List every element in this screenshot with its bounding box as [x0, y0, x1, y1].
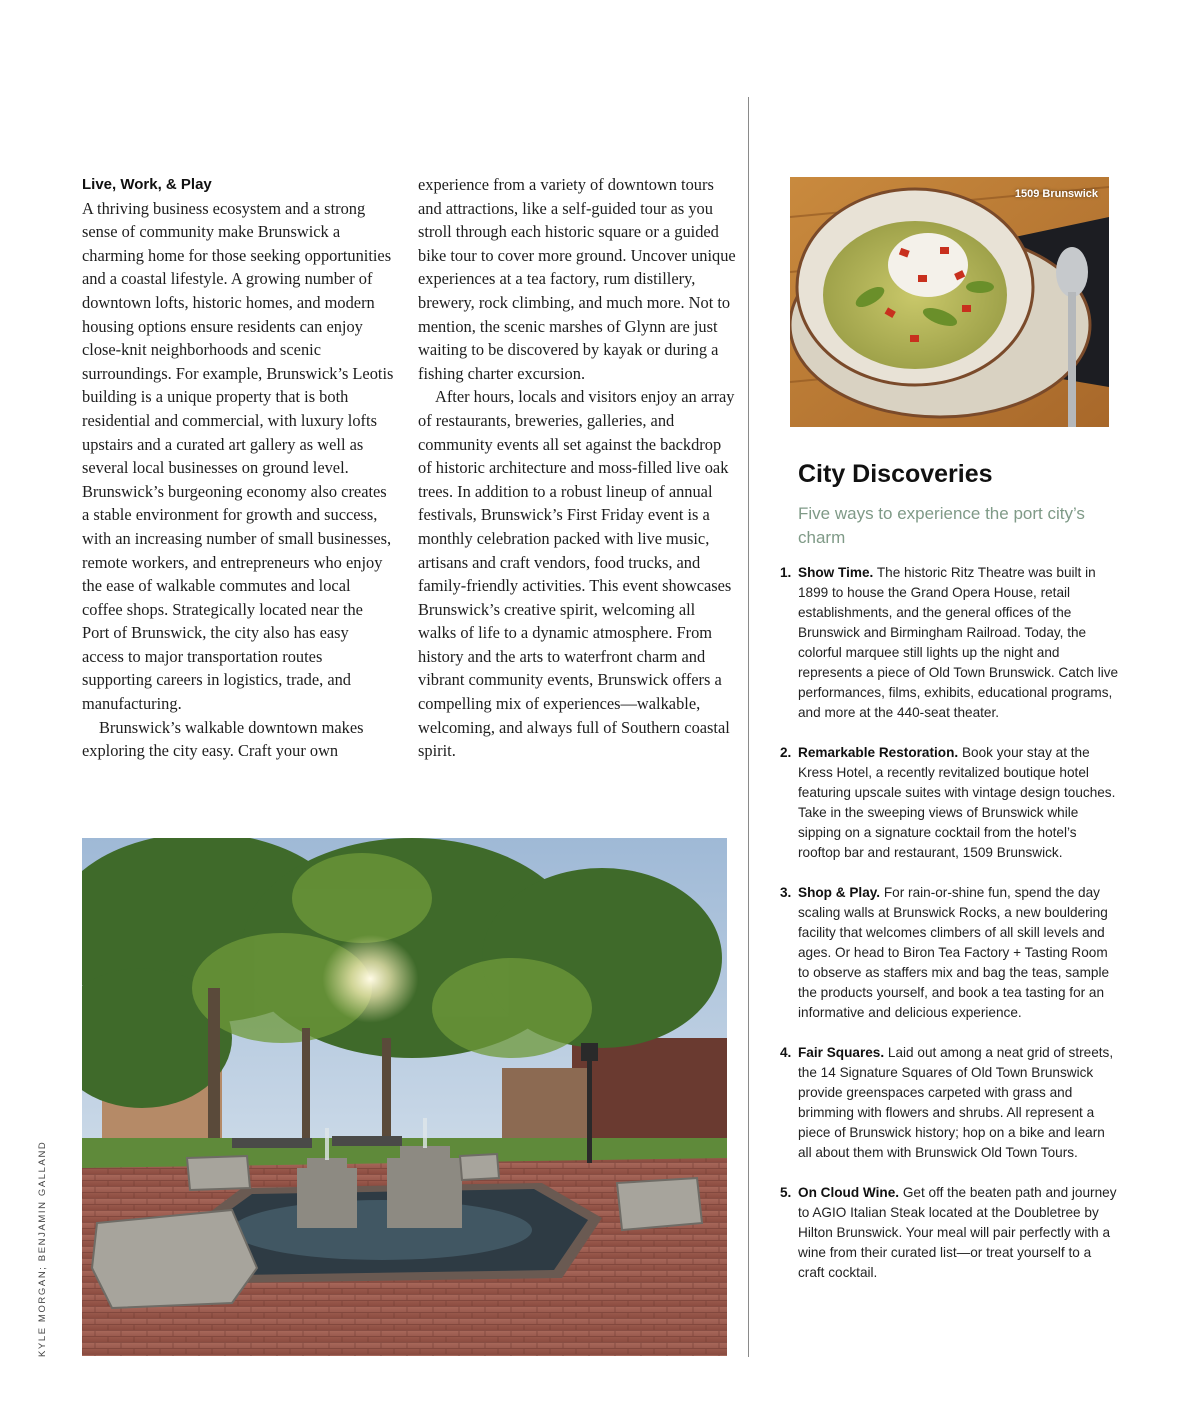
- list-item-text: The historic Ritz Theatre was built in 1899 to house the Grand Opera House, retail establishments, and the general offices of the Brunswick and Birmingham Railroad. Today, the colorful marquee still lights up the night and represents a piece of Old Town Brunswick. Catch live performances, films, exhibits, educational programs, and more at the 440-seat theater.: [798, 565, 1119, 720]
- photo-caption: 1509 Brunswick: [1014, 188, 1098, 200]
- article-paragraph: Brunswick’s walkable downtown makes exploring the city easy. Craft your own: [82, 717, 364, 761]
- article-paragraph: A thriving business ecosystem and a strong sense of community make Brunswick a charming home for those seeking opportunities and a coastal lifestyle. A growing number of downtown lofts, historic homes, and modern housing options ensure residents can enjoy close-knit neighborhoods and scenic surroundings. For example, Brunswick’s Leotis building is a unique property that is both residential and commercial, with luxury lofts upstairs and a curated art gallery as well as several local businesses on ground level. Brunswick’s burgeoning economy also creates a stable environment for growth and success, with an increasing number of small businesses, remote workers, and entrepreneurs who enjoy the ease of walkable commutes and local coffee shops. Strategically located near the Port of Brunswick, the city also has easy access to major transportation routes supporting careers in logistics, trade, and manufacturing.: [82, 198, 394, 714]
- list-item: [780, 1183, 1120, 1283]
- list-item-lead: Show Time.: [798, 565, 874, 580]
- list-item-text: Get off the beaten path and journey to AGIO Italian Steak located at the Doubletree by Hilton Brunswick. Your meal will pair perfectly with a wine from their curated list—or treat yourself to a craft cocktail.: [798, 1185, 1117, 1280]
- food-photo-image: [790, 177, 1109, 427]
- list-item-text: Laid out among a neat grid of streets, the 14 Signature Squares of Old Town Brunswick provide greenspaces carpeted with grass and brimming with flowers and shrubs. All represent a piece of Brunswick history; hop on a bike and learn all about them with Brunswick Old Town Tours.: [798, 1045, 1114, 1160]
- list-number: 4.: [780, 1045, 792, 1060]
- list-item: [780, 1043, 1120, 1163]
- article-heading: Live, Work, & Play: [82, 176, 212, 193]
- list-item-lead: Fair Squares.: [798, 1045, 885, 1060]
- list-item: [780, 883, 1120, 1023]
- list-item: [780, 743, 1120, 863]
- list-number: 2.: [780, 745, 792, 760]
- park-photo-image: [82, 838, 727, 1356]
- list-item-text: Book your stay at the Kress Hotel, a recently revitalized boutique hotel featuring upscale suites with vintage design touches. Take in the sweeping views of Brunswick while sipping on a signature cocktail from the hotel’s rooftop bar and restaurant, 1509 Brunswick.: [798, 745, 1116, 860]
- food-photo: [790, 177, 1109, 427]
- list-item-lead: Shop & Play.: [798, 885, 881, 900]
- article-column-2: [418, 173, 736, 763]
- article-paragraph: After hours, locals and visitors enjoy an array of restaurants, breweries, galleries, and community events all set against the backdrop of historic architecture and moss-filled live oak trees. In addition to a robust lineup of annual festivals, Brunswick’s First Friday event is a monthly celebration packed with live music, artisans and craft vendors, food trucks, and family-friendly activities. This event showcases Brunswick’s creative spirit, welcoming all walks of life to a dynamic atmosphere. From history and the arts to waterfront charm and vibrant community events, Brunswick offers a compelling mix of experiences—walkable, welcoming, and always full of Southern coastal spirit.: [418, 387, 735, 761]
- list-number: 3.: [780, 885, 792, 900]
- list-number: 1.: [780, 565, 792, 580]
- sidebar-title: City Discoveries: [798, 460, 993, 488]
- list-item-lead: Remarkable Restoration.: [798, 745, 959, 760]
- sidebar-subtitle: Five ways to experience the port city’s charm: [798, 504, 1085, 547]
- list-item-lead: On Cloud Wine.: [798, 1185, 900, 1200]
- photo-credit: KYLE MORGAN; BENJAMIN GALLAND: [37, 1140, 48, 1357]
- park-fountain-photo: [82, 838, 727, 1356]
- column-divider: [748, 97, 749, 1357]
- list-number: 5.: [780, 1185, 792, 1200]
- article-paragraph: experience from a variety of downtown tours and attractions, like a self-guided tour as you stroll through each historic square or a guided bike tour to cover more ground. Uncover unique experiences at a tea factory, rum distillery, brewery, rock climbing, and much more. Not to mention, the scenic marshes of Glynn are just waiting to be discovered by kayak or during a fishing charter excursion.: [418, 175, 736, 383]
- list-item-text: For rain-or-shine fun, spend the day scaling walls at Brunswick Rocks, a new bouldering facility that welcomes climbers of all skill levels and ages. Or head to Biron Tea Factory + Tasting Room to observe as staffers mix and bag the teas, sample the products yourself, and book a tea tasting for an informative and delicious experience.: [798, 885, 1110, 1020]
- discoveries-list: [780, 563, 1120, 1283]
- list-item: [780, 563, 1120, 723]
- article-column-1: [82, 173, 394, 763]
